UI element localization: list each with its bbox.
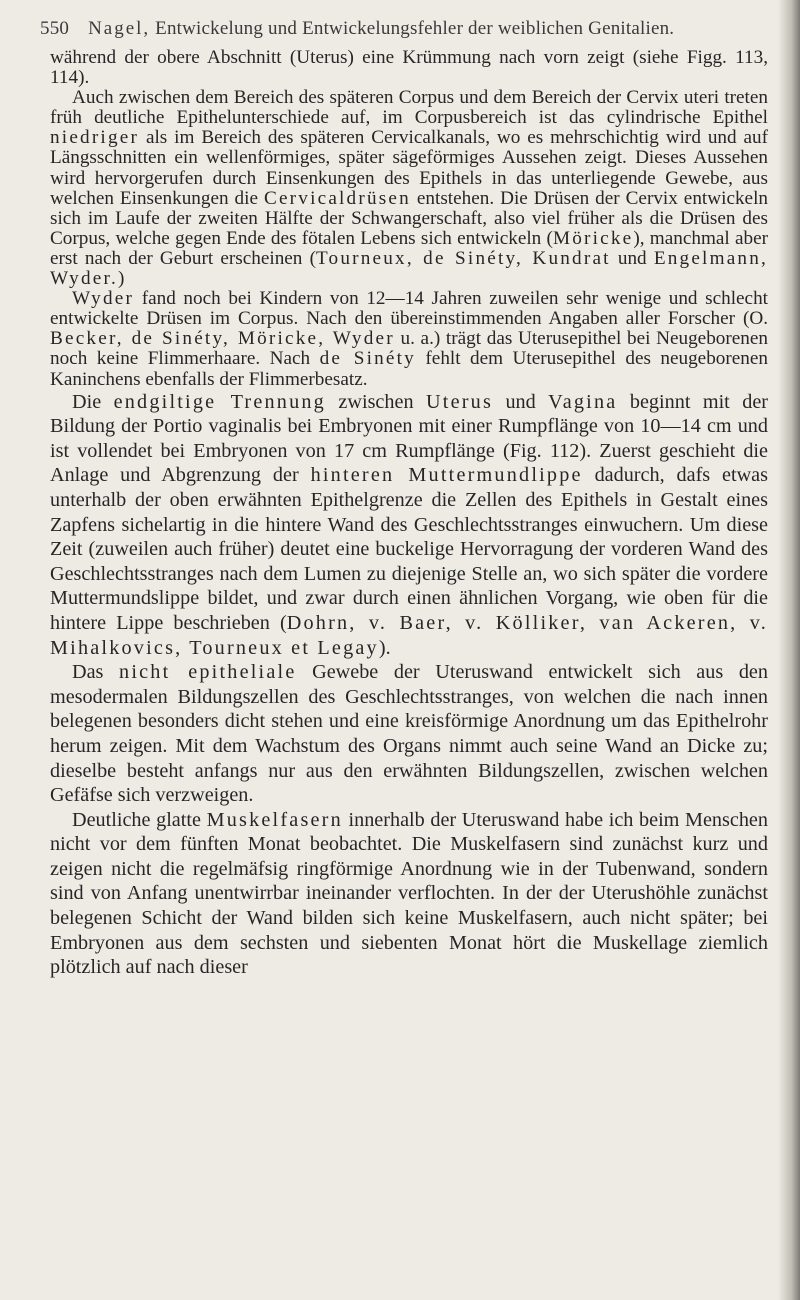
spaced-emphasis: Tourneux, de Sinéty, Kundrat — [315, 247, 611, 269]
text-run: fand noch bei Kindern von 12—14 Jahren zuweilen sehr wenige und schlecht entwickelte Drüsen im Corpus. Nach den übereinstimmenden Angaben aller Forscher (O. — [50, 288, 768, 330]
text-run: u. a.) trägt das Uterusepithel bei Neugeborenen noch keine Flimmerhaare. Nach — [50, 328, 768, 370]
text-run: ) — [118, 268, 125, 290]
text-run: Deutliche glatte — [72, 808, 207, 831]
text-run: ), manchmal aber erst nach der Geburt erscheinen ( — [50, 227, 768, 269]
paragraph — [50, 289, 768, 389]
spaced-emphasis: nicht epitheliale — [119, 661, 297, 684]
spaced-emphasis: Cervicaldrüsen — [263, 187, 411, 209]
header-title: Entwickelung und Entwickelungsfehler der weiblichen Genitalien. — [155, 18, 675, 39]
text-run: Auch zwischen dem Bereich des späteren Corpus und dem Bereich der Cervix uteri treten früh deutliche Epithelunterschiede auf, im Corpusbereich ist das cylindrische Epithel — [50, 87, 768, 129]
paragraph — [50, 660, 768, 808]
text-run: beginnt mit der Bildung der Portio vaginalis bei Embryonen mit einer Rumpflänge von 10—14 cm und ist vollendet bei Embryonen von 17 cm Rumpflänge (Fig. 112). Zuerst geschieht die Anlage und Abgrenzung der — [50, 390, 768, 487]
spaced-emphasis: hinteren Muttermundlippe — [310, 464, 583, 487]
spaced-emphasis: Uterus — [425, 390, 494, 413]
text-run: fehlt dem Uterusepithel des neugeborenen Kaninchens ebenfalls der Flimmerbesatz. — [50, 348, 768, 390]
text-run: während der obere Abschnitt (Uterus) eine Krümmung nach vorn zeigt (siehe Figg. 113, 114). — [50, 47, 768, 89]
spaced-emphasis: de Sinéty — [319, 348, 416, 370]
text-run: Gewebe der Uteruswand entwickelt sich aus den mesodermalen Bildungszellen des Geschlechtsstranges, von welchen die nach innen belegenen besonders dicht stehen und eine kreisförmige Anordnung um das Epithelrohr herum zeigen. Mit dem Wachstum des Organs nimmt auch seine Wand an Dicke zu; dieselbe besteht anfangs nur aus den erwähnten Bildungszellen, zwischen welchen Gefäfse sich verzweigen. — [50, 661, 768, 807]
body-text — [50, 48, 768, 980]
text-run: als im Bereich des späteren Cervicalkanals, wo es mehrschichtig wird und auf Längsschnitten ein wellenförmiges, später sägeförmiges Aussehen zeigt. Dieses Aussehen wird hervorgerufen durch Einsenkungen des Epithels in das unterliegende Gewebe, aus welchen Einsenkungen die — [50, 127, 768, 209]
text-run: zwischen — [325, 390, 426, 413]
spaced-emphasis: Möricke — [552, 227, 634, 249]
paragraph — [50, 390, 768, 661]
spaced-emphasis: endgiltige Trennung — [113, 390, 326, 413]
spaced-emphasis: Becker, de Sinéty, Möricke, Wyder — [50, 328, 395, 350]
spaced-emphasis: Muskelfasern — [206, 808, 343, 831]
page-edge-shadow — [778, 0, 800, 1300]
text-run: entstehen. Die Drüsen der Cervix entwickeln sich im Laufe der zweiten Hälfte der Schwangerschaft, also viel früher als die Drüsen des Corpus, welche gegen Ende des fötalen Lebens sich entwickeln ( — [50, 187, 768, 249]
text-run: und — [610, 247, 654, 269]
spaced-emphasis: Dohrn, v. Baer, v. Kölliker, van Ackeren, v. Mihalkovics, Tourneux et Legay — [50, 611, 768, 659]
text-run: Das — [72, 661, 120, 684]
text-run: ). — [378, 636, 391, 659]
text-run: dadurch, dafs etwas unterhalb der oben erwähnten Epithelgrenze die Zellen des Epithels in Gestalt eines Zapfens sichelartig in die hintere Wand des Geschlechtsstranges einwuchern. Um diese Zeit (zuweilen auch früher) deutet eine buckelige Hervorragung der vorderen Wand des Geschlechtsstranges nach dem Lumen zu diejenige Stelle an, wo sich später die vordere Muttermundslippe bildet, und zwar durch einen ähnlichen Vorgang, wie oben für die hintere Lippe beschrieben ( — [50, 464, 768, 634]
paragraph — [50, 88, 768, 289]
spaced-emphasis: Wyder — [72, 288, 135, 310]
spaced-emphasis: Engelmann, Wyder. — [50, 247, 769, 290]
paragraph — [50, 808, 768, 980]
page-number: 550 — [40, 18, 70, 39]
text-run: Die — [72, 390, 114, 413]
running-header — [40, 18, 770, 40]
header-author: Nagel, — [88, 18, 151, 39]
text-run: innerhalb der Uteruswand habe ich beim Menschen nicht vor dem fünften Monat beobachtet. Die Muskelfasern sind zunächst kurz und zeigen nicht die regelmäfsig ringförmige Anordnung wie in der Tubenwand, sondern sind von Anfang unentwirrbar ineinander verflochten. In der der Uterushöhle zunächst belegenen Schicht der Wand bilden sich keine Muskelfasern, auch nicht später; bei Embryonen aus dem sechsten und siebenten Monat hört die Muskellage ziemlich plötzlich auf nach dieser — [50, 808, 768, 979]
spaced-emphasis: niedriger — [50, 127, 140, 149]
spaced-emphasis: Vagina — [548, 390, 618, 413]
paragraph — [50, 48, 768, 88]
text-run: und — [493, 390, 549, 413]
